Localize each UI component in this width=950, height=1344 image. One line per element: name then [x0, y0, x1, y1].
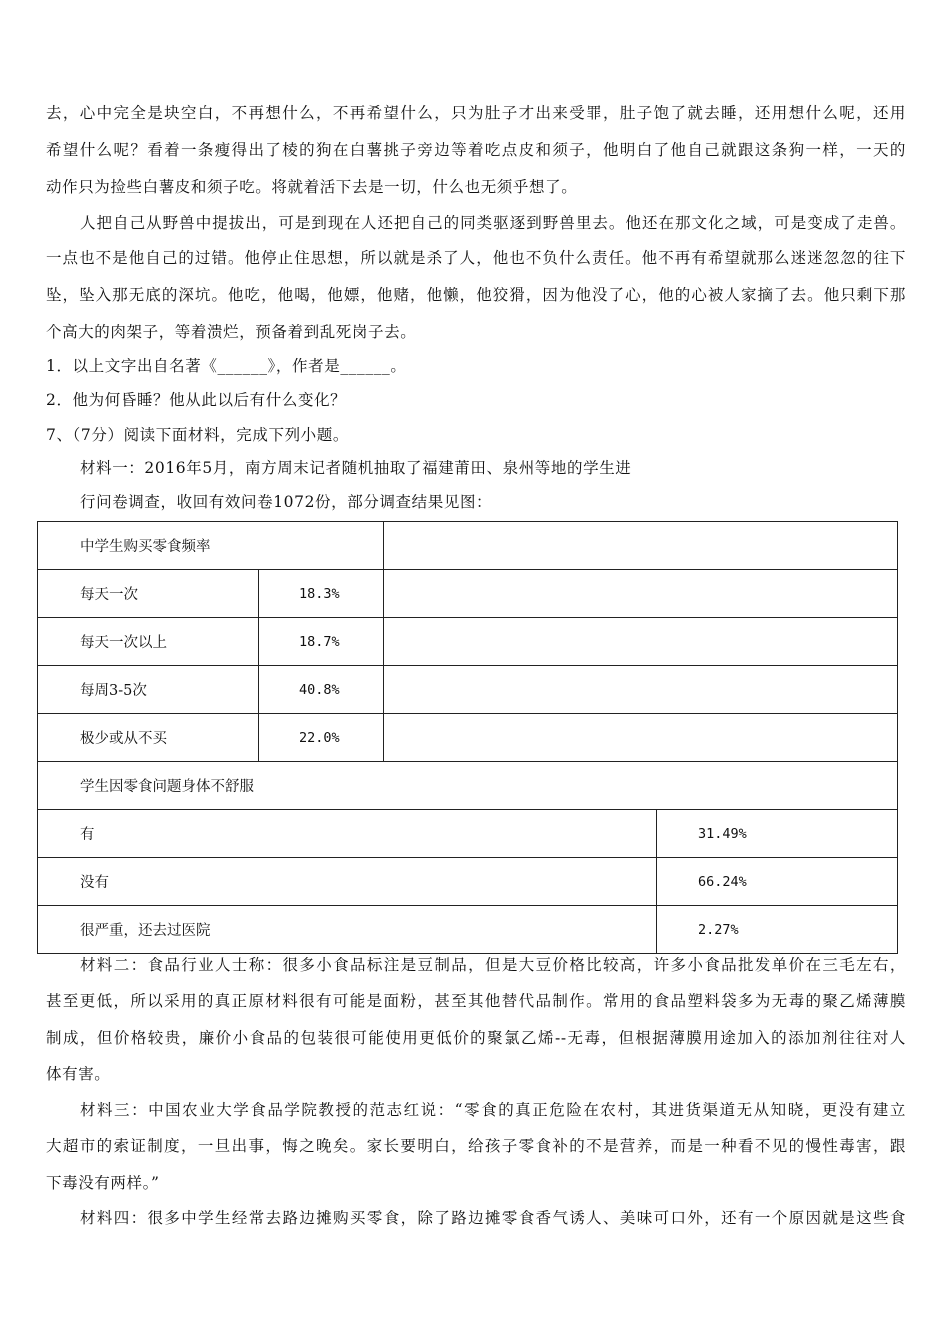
- discomfort-value: 31.49%: [657, 810, 898, 858]
- table-cell-empty: [384, 666, 898, 714]
- frequency-value: 18.7%: [259, 618, 384, 666]
- frequency-value: 40.8%: [259, 666, 384, 714]
- table-section-title: 学生因零食问题身体不舒服: [38, 762, 898, 810]
- material3-line: 下毒没有两样。”: [46, 1174, 160, 1192]
- passage-line: 希望什么呢？看着一条瘦得出了棱的狗在白薯挑子旁边等着吃点皮和须子，他明白了他自己就跟这条狗一样，一天的: [46, 141, 906, 159]
- table-cell-empty: [384, 618, 898, 666]
- discomfort-value: 2.27%: [657, 906, 898, 954]
- frequency-label: 每天一次: [38, 570, 259, 618]
- table-section-title: 中学生购买零食频率: [38, 522, 384, 570]
- discomfort-label: 没有: [38, 858, 657, 906]
- question-2: 2．他为何昏睡？他从此以后有什么变化？: [46, 391, 347, 409]
- material2-line: 体有害。: [46, 1065, 111, 1083]
- material4-line: 材料四：很多中学生经常去路边摊购买零食，除了路边摊零食香气诱人、美味可口外，还有一个原因就是这些食: [80, 1209, 906, 1227]
- material3-line: 大超市的索证制度，一旦出事，悔之晚矣。家长要明白，给孩子零食补的不是营养，而是一种看不见的慢性毒害，跟: [46, 1137, 906, 1155]
- material3-line: 材料三：中国农业大学食品学院教授的范志红说：“零食的真正危险在农村，其进货渠道无从知晓，更没有建立: [80, 1101, 906, 1119]
- passage-line: 一点也不是他自己的过错。他停止住思想，所以就是杀了人，他也不负什么责任。他不再有希望就那么迷迷忽忽的往下: [46, 249, 906, 267]
- frequency-label: 每周3-5次: [38, 666, 259, 714]
- table-row: [38, 522, 898, 570]
- material2-line: 制成，但价格较贵，廉价小食品的包装很可能使用更低价的聚氯乙烯--无毒，但根据薄膜用途加入的添加剂往往对人: [46, 1029, 906, 1047]
- passage-line: 个高大的肉架子，等着溃烂，预备着到乱死岗子去。: [46, 323, 417, 341]
- material1-line: 行问卷调查，收回有效问卷1072份，部分调查结果见图：: [80, 493, 493, 511]
- table-cell-empty: [384, 522, 898, 570]
- frequency-value: 18.3%: [259, 570, 384, 618]
- frequency-label: 极少或从不买: [38, 714, 259, 762]
- table-row: [38, 906, 898, 954]
- table-row: [38, 666, 898, 714]
- table-row: [38, 570, 898, 618]
- passage-line: 去，心中完全是块空白，不再想什么，不再希望什么，只为肚子才出来受罪，肚子饱了就去睡，还用想什么呢，还用: [46, 104, 906, 122]
- material2-line: 甚至更低，所以采用的真正原材料很有可能是面粉，甚至其他替代品制作。常用的食品塑料袋多为无毒的聚乙烯薄膜: [46, 992, 906, 1010]
- passage-line: 人把自己从野兽中提拔出，可是到现在人还把自己的同类驱逐到野兽里去。他还在那文化之域，可是变成了走兽。: [80, 214, 906, 232]
- table-row: [38, 810, 898, 858]
- table-row: [38, 858, 898, 906]
- discomfort-label: 很严重，还去过医院: [38, 906, 657, 954]
- frequency-label: 每天一次以上: [38, 618, 259, 666]
- table-row: [38, 714, 898, 762]
- question-7: 7、（7分）阅读下面材料，完成下列小题。: [46, 426, 349, 444]
- table-cell-empty: [384, 714, 898, 762]
- material1-line: 材料一：2016年5月，南方周末记者随机抽取了福建莆田、泉州等地的学生进: [80, 459, 632, 477]
- passage-line: 动作只为捡些白薯皮和须子吃。将就着活下去是一切，什么也无须乎想了。: [46, 178, 578, 196]
- discomfort-label: 有: [38, 810, 657, 858]
- survey-table: [37, 521, 898, 954]
- discomfort-value: 66.24%: [657, 858, 898, 906]
- table-cell-empty: [384, 570, 898, 618]
- material2-line: 材料二：食品行业人士称：很多小食品标注是豆制品，但是大豆价格比较高，许多小食品批发单价在三毛左右，: [80, 956, 906, 974]
- frequency-value: 22.0%: [259, 714, 384, 762]
- table-row: [38, 762, 898, 810]
- table-row: [38, 618, 898, 666]
- passage-line: 坠，坠入那无底的深坑。他吃，他喝，他嫖，他赌，他懒，他狡猾，因为他没了心，他的心被人家摘了去。他只剩下那: [46, 286, 906, 304]
- question-1: 1．以上文字出自名著《______》，作者是______。: [46, 357, 407, 375]
